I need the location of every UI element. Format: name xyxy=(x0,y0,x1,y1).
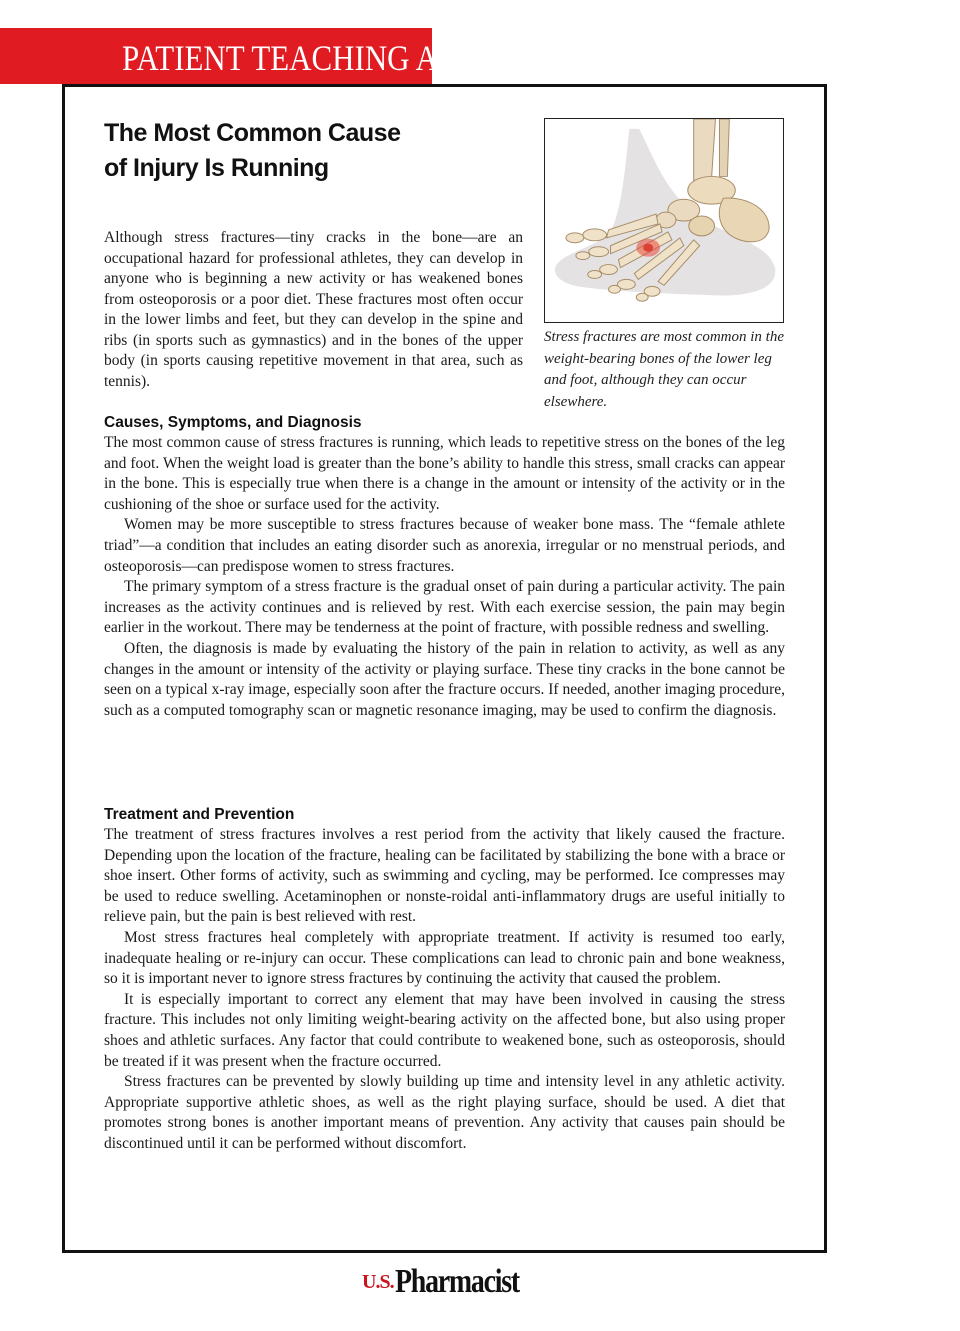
fracture-point xyxy=(643,244,653,252)
paragraph: Women may be more susceptible to stress fractures because of weaker bone mass. The “female athlete triad”—a condition that includes an eating disorder such as anorexia, irregular or no menstrual periods, and osteoporosis—can predispose women to stress fractures. xyxy=(104,516,785,575)
section-causes xyxy=(104,412,785,721)
banner-title: PATIENT TEACHING AID xyxy=(122,38,471,78)
intro-text: Although stress fractures—tiny cracks in the bone—are an occupational hazard for professional athletes, they can develop in anyone who is beginning a new activity or has weakened bones from osteoporosis or a poor diet. These fractures most often occur in the lower limbs and feet, but they can develop in the spine and ribs (in sports such as gymnastics) and in the bones of the upper body (in sports causing repetitive movement in that area, such as tennis). xyxy=(104,229,523,390)
cuboid-bone xyxy=(689,216,715,236)
article-title-line2: of Injury Is Running xyxy=(104,154,329,182)
section-heading: Causes, Symptoms, and Diagnosis xyxy=(104,414,362,431)
us-pharmacist-logo xyxy=(362,1258,546,1306)
paragraph: The primary symptom of a stress fracture is the gradual onset of pain during a particular activity. The pain increases as the activity continues and is relieved by rest. With each exercise session, the pain may begin earlier in the workout. There may be tenderness at the point of fracture, with possible redness and swelling. xyxy=(104,578,785,637)
section-treatment xyxy=(104,804,785,1155)
foot-skeleton-illustration xyxy=(544,118,784,323)
header-banner xyxy=(0,28,471,84)
fibula-bone xyxy=(719,119,729,176)
paragraph: It is especially important to correct any element that may have been involved in causing the stress fracture. This includes not only limiting weight-bearing activity on the affected bone, but also using proper shoes and athletic surfaces. Any factor that could contribute to weakened bone, such as osteoporosis, should be treated if it was present when the fracture occurred. xyxy=(104,990,785,1070)
paragraph: The most common cause of stress fractures is running, which leads to repetitive stress on the bones of the leg and foot. When the weight load is greater than the bone’s ability to handle this stress, small cracks can appear in the bone. This is especially true when there is a change in the amount or intensity of the activity or in the cushioning of the shoe or surface used for the activity. xyxy=(104,434,785,513)
paragraph: Often, the diagnosis is made by evaluating the history of the pain in relation to activity, as well as any changes in the amount or intensity of the activity or playing surface. These tiny cracks in the bone cannot be seen on a typical x-ray image, especially soon after the fracture occurs. If needed, another imaging procedure, such as a computed tomography scan or magnetic resonance imaging, may be used to confirm the diagnosis. xyxy=(104,639,785,719)
logo-name: Pharmacist xyxy=(394,1263,519,1300)
article-title-line1: The Most Common Cause xyxy=(104,119,401,147)
paragraph: Most stress fractures heal completely with appropriate treatment. If activity is resumed too early, inadequate healing or re-injury can occur. These complications can lead to chronic pain and bone weakness, so it is important never to ignore stress fractures by continuing the activity that caused the problem. xyxy=(104,928,785,988)
figure-caption: Stress fractures are most common in the weight-bearing bones of the lower leg and foot, although they can occur elsewhere. xyxy=(544,329,784,410)
tibia-bone xyxy=(694,119,716,180)
section-heading: Treatment and Prevention xyxy=(104,806,295,823)
logo-prefix: U.S. xyxy=(362,1270,394,1293)
article-title xyxy=(104,116,504,186)
paragraph: Stress fractures can be prevented by slowly building up time and intensity level in any athletic activity. Appropriate supportive athletic shoes, as well as the right playing surface, should be used. A diet that promotes strong bones is another important means of prevention. Any activity that causes pain should be discontinued until it can be performed without discomfort. xyxy=(104,1073,785,1152)
intro-paragraph xyxy=(104,228,523,392)
paragraph: The treatment of stress fractures involves a rest period from the activity that likely caused the fracture. Depending upon the location of the fracture, healing can be facilitated by stabilizing the bone with a brace or shoe insert. Other forms of activity, such as swimming and cycling, may be performed. Ice compresses may be used to reduce swelling. Acetaminophen or nonste-roidal anti-inflammatory drugs are useful initially to relieve pain, but the pain is best relieved with rest. xyxy=(104,826,785,926)
foot-bones-drawing xyxy=(545,119,783,322)
